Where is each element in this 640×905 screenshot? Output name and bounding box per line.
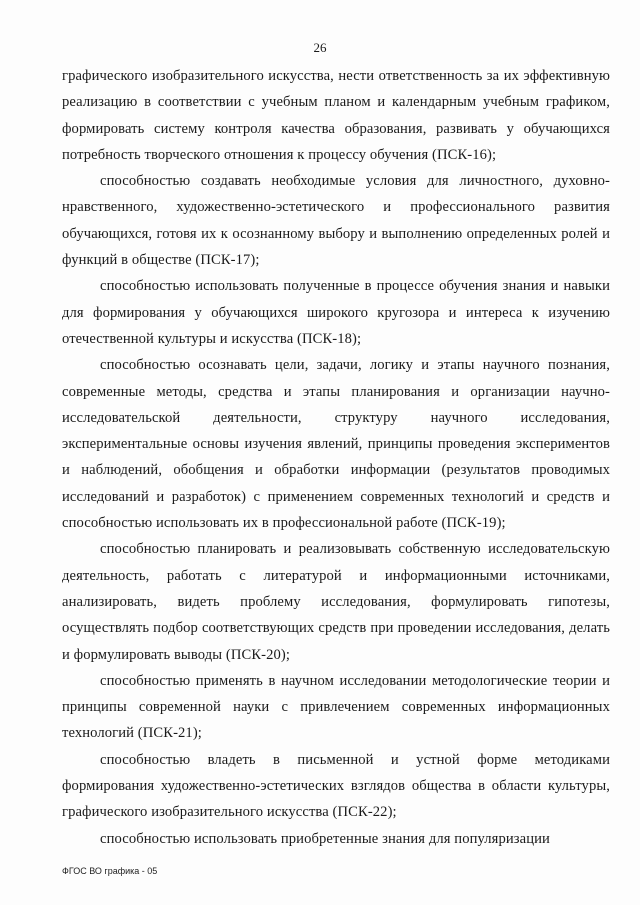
page-number: 26 bbox=[313, 40, 327, 55]
paragraph-psk-20: способностью планировать и реализовывать собственную исследовательскую деятельность, работать с литературой и информационными источниками, анализировать, видеть проблему исследования, формулировать гипотезы, осуществлять подбор соответствующих средств при проведении исследования, делать и формулировать выводы (ПСК-20); bbox=[62, 541, 610, 663]
paragraph-psk-22: способностью владеть в письменной и устной форме методиками формирования художественно-эстетических взглядов общества в области культуры, графического изобразительного искусства (ПСК-22); bbox=[62, 751, 610, 821]
document-body bbox=[62, 63, 610, 852]
paragraph-psk-17: способностью создавать необходимые условия для личностного, духовно-нравственного, художественно-эстетического и профессионального развития обучающихся, готовя их к осознанному выбору и выполнению определенных ролей и функций в обществе (ПСК-17); bbox=[62, 173, 610, 269]
paragraph-psk-21: способностью применять в научном исследовании методологические теории и принципы современной науки с привлечением современных информационных технологий (ПСК-21); bbox=[62, 672, 610, 742]
paragraph-psk-19: способностью осознавать цели, задачи, логику и этапы научного познания, современные методы, средства и этапы планирования и организации научно-исследовательской деятельности, структуру научного исследования, экспериментальные основы изучения явлений, принципы проведения экспериментов и наблюдений, обобщения и обработки информации (результатов проводимых исследований и разработок) с применением современных технологий и средств и способностью использовать их в профессиональной работе (ПСК-19); bbox=[62, 357, 610, 532]
paragraph-psk-18: способностью использовать полученные в процессе обучения знания и навыки для формирования у обучающихся широкого кругозора и интереса к изучению отечественной культуры и искусства (ПСК-18); bbox=[62, 278, 610, 347]
page-footer: ФГОС ВО графика - 05 bbox=[62, 866, 158, 876]
paragraph-next-truncated: способностью использовать приобретенные знания для популяризации bbox=[100, 830, 550, 847]
paragraph-psk-16-continuation: графического изобразительного искусства, нести ответственность за их эффективную реализацию в соответствии с учебным планом и календарным учебным графиком, формировать систему контроля качества образования, развивать у обучающихся потребность творческого отношения к процессу обучения (ПСК-16); bbox=[62, 68, 610, 163]
